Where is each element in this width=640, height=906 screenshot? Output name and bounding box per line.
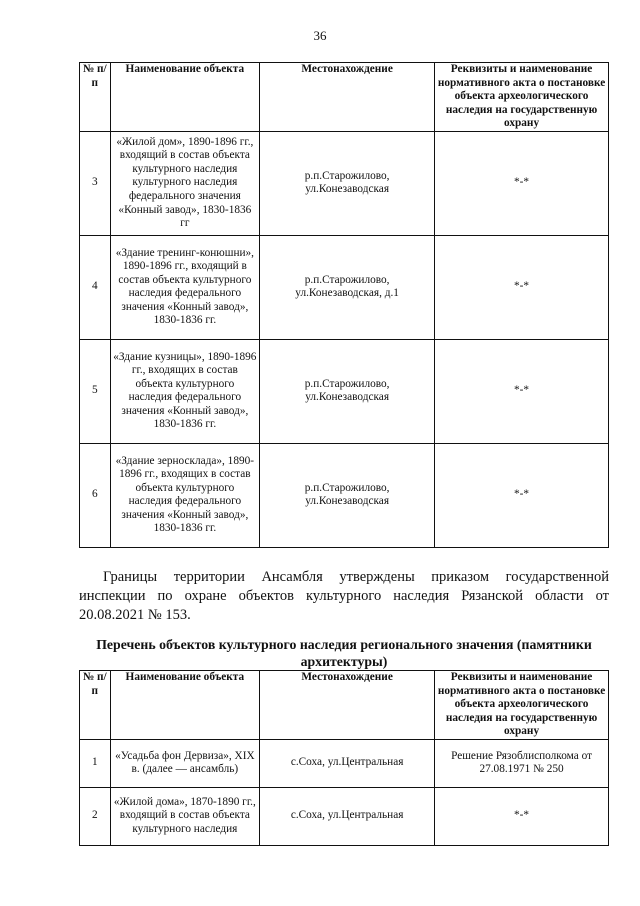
table-header-row — [80, 63, 609, 132]
cell-requisites: *-* — [435, 339, 609, 443]
cell-requisites: *-* — [435, 131, 609, 235]
cell-location: с.Соха, ул.Центральная — [260, 787, 435, 845]
cell-name: «Жилой дом», 1890-1896 гг., входящий в состав объекта культурного наследия культурного наследия федерального значения «Конный завод», 1830-1836 гг — [110, 131, 260, 235]
cell-location: с.Соха, ул.Центральная — [260, 739, 435, 787]
table-row — [80, 443, 609, 547]
section-title: Перечень объектов культурного наследия регионального значения (памятники архитектуры) — [96, 637, 592, 669]
table-row — [80, 787, 609, 845]
table-row — [80, 339, 609, 443]
cell-location: р.п.Старожилово, ул.Конезаводская — [260, 339, 435, 443]
cell-name: «Здание тренинг-конюшни», 1890-1896 гг., входящий в состав объекта культурного наследия федерального значения «Конный завод», 1830-1836 гг. — [110, 235, 260, 339]
heritage-objects-table-regional — [79, 670, 609, 846]
header-location: Местонахождение — [260, 671, 435, 740]
heritage-objects-table-federal — [79, 62, 609, 548]
cell-num: 1 — [80, 739, 111, 787]
cell-num: 5 — [80, 339, 111, 443]
page-number: 36 — [313, 28, 327, 43]
cell-name: «Усадьба фон Дервиза», XIX в. (далее — ансамбль) — [110, 739, 260, 787]
table-row — [80, 739, 609, 787]
cell-requisites: *-* — [435, 443, 609, 547]
table-row — [80, 235, 609, 339]
header-location: Местонахождение — [260, 63, 435, 132]
table-row — [80, 131, 609, 235]
cell-requisites: *-* — [435, 787, 609, 845]
cell-num: 3 — [80, 131, 111, 235]
cell-num: 2 — [80, 787, 111, 845]
header-num: № п/п — [80, 63, 111, 132]
header-name: Наименование объекта — [110, 671, 260, 740]
cell-requisites: *-* — [435, 235, 609, 339]
cell-requisites: Решение Рязоблисполкома от 27.08.1971 № 250 — [435, 739, 609, 787]
cell-name: «Жилой дома», 1870-1890 гг., входящий в состав объекта культурного наследия — [110, 787, 260, 845]
header-requisites: Реквизиты и наименование нормативного акта о постановке объекта археологического наследия на государственную охрану — [435, 63, 609, 132]
header-num: № п/п — [80, 671, 111, 740]
cell-location: р.п.Старожилово, ул.Конезаводская — [260, 131, 435, 235]
cell-name: «Здание зерносклада», 1890-1896 гг., входящих в состав объекта культурного наследия федерального значения «Конный завод», 1830-1836 гг. — [110, 443, 260, 547]
ensemble-boundaries-paragraph: Границы территории Ансамбля утверждены приказом государственной инспекции по охране объектов культурного наследия Рязанской области от 20.08.2021 № 153. — [79, 569, 609, 623]
header-requisites: Реквизиты и наименование нормативного акта о постановке объекта археологического наследия на государственную охрану — [435, 671, 609, 740]
header-name: Наименование объекта — [110, 63, 260, 132]
cell-name: «Здание кузницы», 1890-1896 гг., входящих в состав объекта культурного наследия федерального значения «Конный завод», 1830-1836 гг. — [110, 339, 260, 443]
cell-num: 6 — [80, 443, 111, 547]
cell-location: р.п.Старожилово, ул.Конезаводская, д.1 — [260, 235, 435, 339]
cell-location: р.п.Старожилово, ул.Конезаводская — [260, 443, 435, 547]
cell-num: 4 — [80, 235, 111, 339]
table-header-row — [80, 671, 609, 740]
